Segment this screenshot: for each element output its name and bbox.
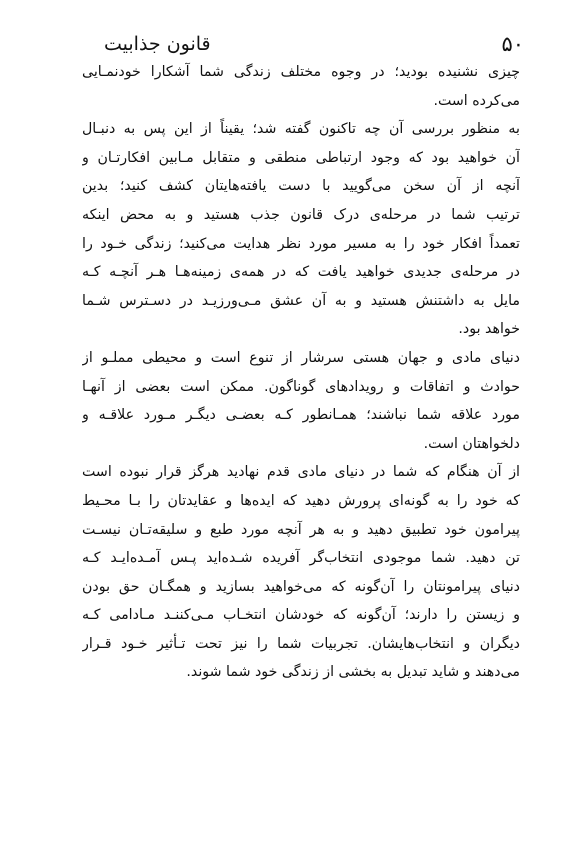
text-line: می‌دهند و شاید تبدیل به بخشی از زندگی خود شما شوند. xyxy=(186,664,520,681)
text-line: از آن هنگام که شما در دنیای مادی قدم نهادید هرگز قرار نبوده است xyxy=(82,464,520,481)
text-line: مایل به داشتنش هستید و به آن عشق مـی‌ورزیـد در دسـترس شـما xyxy=(82,292,520,309)
paragraph xyxy=(82,115,520,344)
paragraph xyxy=(82,344,520,458)
paragraph xyxy=(82,58,520,115)
text-line: تعمداً افکار خود را به مسیر مورد نظر هدایت می‌کنید؛ زندگی خـود را xyxy=(82,235,520,252)
text-line: مورد علاقه شما نباشند؛ همـانطور کـه بعضـی دیگـر مـورد علاقـه و xyxy=(82,407,520,424)
text-line: در مرحله‌ی جدیدی خواهید یافت که در همه‌ی زمینه‌هـا هـر آنچـه کـه xyxy=(82,264,520,281)
text-line: پیرامون خود تطبیق دهید و به هر آنچه مورد طبع و سلیقه‌تـان نیسـت xyxy=(82,521,520,538)
text-line: دنیای پیرامونتان را آن‌گونه که می‌خواهید بسازید و همگـان حق بودن xyxy=(82,578,520,595)
text-line: دیگران و انتخاب‌هایشان. تجربیات شما را نیز تحت تـأثیر خـود قـرار xyxy=(82,635,520,652)
page-number: ۵۰ xyxy=(501,32,524,56)
body-text xyxy=(82,58,520,687)
text-line: ترتیب شما در مرحله‌ی درک قانون جذب هستید و به محض اینکه xyxy=(82,206,520,223)
paragraph xyxy=(82,458,520,687)
text-line: خواهد بود. xyxy=(458,321,520,338)
text-line: تن دهید. شما موجودی انتخاب‌گر آفریده شـده‌اید پـس آمـده‌ایـد کـه xyxy=(82,550,520,567)
text-line: حوادث و اتفاقات و رویدادهای گوناگون. ممکن است بعضی از آنهـا xyxy=(82,378,520,395)
text-line: چیزی نشنیده بودید؛ در وجوه مختلف زندگی شما آشکارا خودنمـایی xyxy=(82,64,520,80)
page-header xyxy=(104,30,524,58)
text-line: و زیستن را دارند؛ آن‌گونه که خودشان انتخـاب مـی‌کننـد مـادامی کـه xyxy=(82,607,520,624)
text-line: دلخواهتان است. xyxy=(423,435,520,452)
text-line: که خود را به گونه‌ای پرورش دهید که ایده‌ها و عقایدتان را بـا محـیط xyxy=(82,492,520,509)
running-title: قانون جذابیت xyxy=(104,33,211,55)
text-line: آنچه از آن سخن می‌گویید با دست یافته‌هایتان کشف کنید؛ بدین xyxy=(82,178,520,195)
text-line: می‌کرده است. xyxy=(433,92,520,109)
text-line: آن خواهید بود که وجود ارتباطی منطقی و متقابل مـابین افکارتـان و xyxy=(82,149,520,166)
text-line: به منظور بررسی آن چه تاکنون گفته شد؛ یقیناً از این پس به دنبـال xyxy=(82,121,520,138)
text-line: دنیای مادی و جهان هستی سرشار از تنوع است و محیطی مملـو از xyxy=(82,349,520,366)
